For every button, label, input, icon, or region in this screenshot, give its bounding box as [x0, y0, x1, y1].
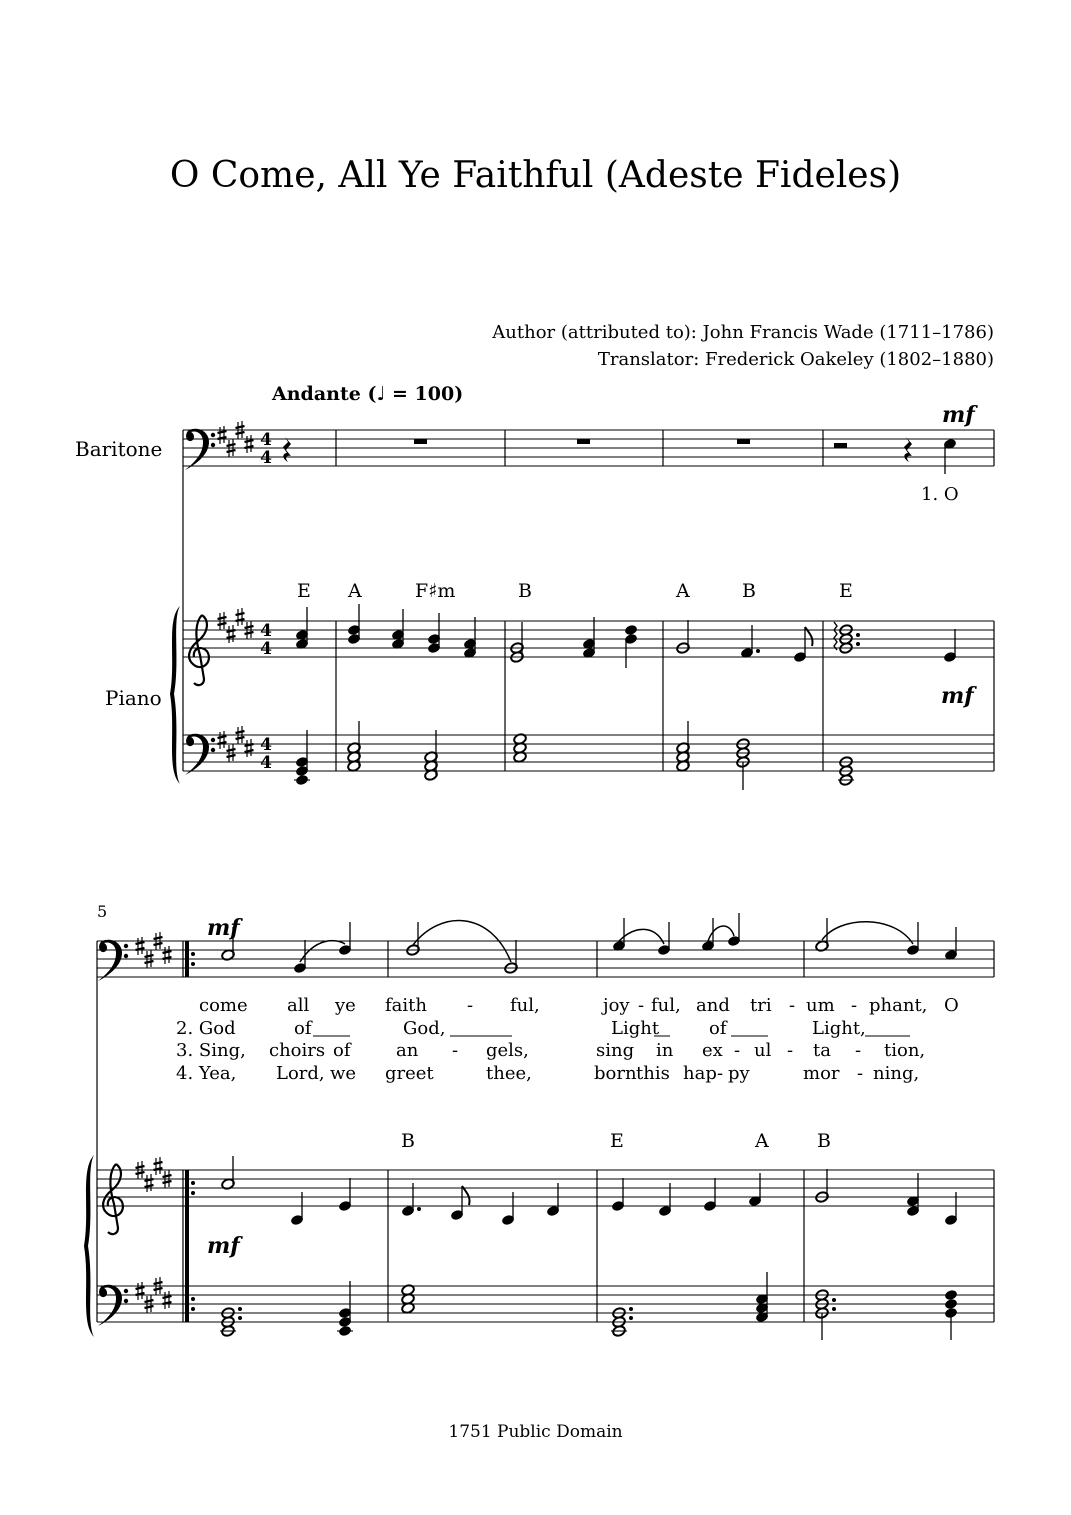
lyric-syllable: phant,: [869, 995, 928, 1016]
lyric-syllable: ful,: [510, 995, 540, 1016]
tempo-label: Andante (: [272, 383, 377, 405]
lyric-syllable: mor: [803, 1063, 840, 1084]
lyric-syllable: thee,: [486, 1063, 532, 1084]
chord-symbol: A: [348, 580, 362, 602]
lyric-syllable: come: [199, 995, 248, 1016]
lyric-syllable: God,: [403, 1018, 446, 1039]
clefs-system2: [98, 940, 128, 1326]
lyric-syllable: of: [333, 1040, 351, 1061]
baritone-melody-system2: [221, 913, 958, 974]
lyric-syllable: Light: [611, 1018, 660, 1039]
instrument-label-piano: Piano: [105, 686, 162, 710]
lyric-syllable: in: [656, 1040, 674, 1061]
lyric-syllable: -: [467, 995, 474, 1016]
tempo-value: = 100): [385, 383, 464, 405]
lyric-syllable: joy: [603, 995, 630, 1016]
lyric-syllable: 3. Sing,: [176, 1040, 246, 1061]
barlines-system1: [183, 430, 994, 771]
piano-bass-notes-system2: [220, 1272, 958, 1340]
lyric-syllable: ul: [754, 1040, 772, 1061]
copyright-footer: 1751 Public Domain: [448, 1422, 623, 1442]
svg-text:4: 4: [260, 735, 272, 755]
lyric-syllable: -: [734, 1040, 741, 1061]
piano-bass-notes-system1: [294, 721, 854, 790]
lyric-syllable: hap: [683, 1063, 717, 1084]
chord-symbol: F♯m: [415, 580, 456, 602]
lyric-syllable: gels,: [486, 1040, 529, 1061]
lyric-syllable: Light,: [812, 1018, 866, 1039]
lyric-syllable: sing: [596, 1040, 635, 1061]
chord-symbol: B: [817, 1130, 831, 1152]
baritone-rests-system1: [283, 437, 912, 462]
baritone-pickup-note: [943, 438, 957, 474]
lyric-syllable: all: [287, 995, 310, 1016]
dynamic-mf: mf: [207, 915, 240, 941]
lyric-syllable: Lord,: [276, 1063, 325, 1084]
svg-text:4: 4: [260, 753, 272, 773]
lyric-syllable: choirs: [269, 1040, 326, 1061]
lyric-syllable: born: [594, 1063, 637, 1084]
piano-brace-system1: [170, 606, 180, 784]
svg-text:4: 4: [260, 430, 272, 450]
chord-symbol: A: [676, 580, 690, 602]
lyric-syllable: -: [787, 1040, 794, 1061]
translator-credit: Translator: Frederick Oakeley (1802–1880): [597, 349, 994, 370]
song-title: O Come, All Ye Faithful (Adeste Fideles): [169, 155, 902, 196]
lyric-syllable: and: [696, 995, 730, 1016]
lyric-syllable: -: [855, 1040, 862, 1061]
lyric-syllable: um: [806, 995, 835, 1016]
lyric-syllable: -: [789, 995, 796, 1016]
lyric-syllable: ful,: [651, 995, 681, 1016]
lyric-syllable: py: [728, 1063, 750, 1084]
lyric-syllable: 2. God: [176, 1018, 236, 1039]
lyric-syllable: ning,: [873, 1063, 920, 1084]
lyric-syllable: an: [396, 1040, 419, 1061]
lyric-syllable: this: [636, 1063, 670, 1084]
chord-symbol: B: [401, 1130, 415, 1152]
lyric-syllable: O: [944, 995, 959, 1016]
lyric-pickup: 1. O: [921, 484, 959, 505]
dynamic-mf: mf: [942, 402, 975, 428]
time-signatures-system1: [260, 430, 272, 773]
chord-symbol: B: [518, 580, 532, 602]
chord-symbol: E: [297, 580, 311, 602]
piano-treble-notes-system1: [295, 604, 957, 668]
lyric-syllable: ex: [702, 1040, 723, 1061]
clefs-system1: [185, 429, 215, 775]
piano-brace-system2: [84, 1155, 94, 1337]
measure-number: 5: [97, 902, 108, 921]
chord-symbol: A: [755, 1130, 769, 1152]
lyric-syllable: greet: [385, 1063, 434, 1084]
piano-treble-notes-system2: [221, 1156, 958, 1226]
lyric-syllable: -: [638, 995, 645, 1016]
lyric-syllable: faith: [385, 995, 427, 1016]
svg-text:4: 4: [260, 621, 272, 641]
quarter-note-icon: ♩: [376, 383, 386, 405]
key-signatures-system1: [218, 421, 254, 762]
lyric-syllable: tri: [750, 995, 772, 1016]
svg-text:4: 4: [260, 639, 272, 659]
lyric-syllable: ye: [335, 995, 356, 1016]
chord-symbol: B: [742, 580, 756, 602]
dynamic-mf: mf: [941, 683, 974, 709]
lyric-syllable: -: [717, 1063, 724, 1084]
lyric-syllable: -: [851, 995, 858, 1016]
key-signatures-system2: [136, 932, 172, 1313]
lyric-syllable: 4. Yea,: [176, 1063, 237, 1084]
chord-symbol: E: [839, 580, 853, 602]
instrument-label-baritone: Baritone: [75, 437, 163, 461]
lyric-syllable: -: [857, 1063, 864, 1084]
lyric-syllable: of: [709, 1018, 727, 1039]
lyric-syllable: tion,: [884, 1040, 926, 1061]
barlines-system2: [97, 941, 994, 1322]
svg-text:4: 4: [260, 448, 272, 468]
author-credit: Author (attributed to): John Francis Wade (1711–1786): [492, 322, 994, 343]
dynamic-mf: mf: [207, 1233, 240, 1259]
lyric-syllable: we: [330, 1063, 357, 1084]
repeat-dots-system2: [191, 952, 195, 1311]
baritone-staff-system1: [183, 430, 994, 466]
lyric-syllable: of: [294, 1018, 312, 1039]
chord-symbol: E: [610, 1130, 624, 1152]
lyric-syllable: ta: [813, 1040, 831, 1061]
lyric-syllable: -: [452, 1040, 459, 1061]
